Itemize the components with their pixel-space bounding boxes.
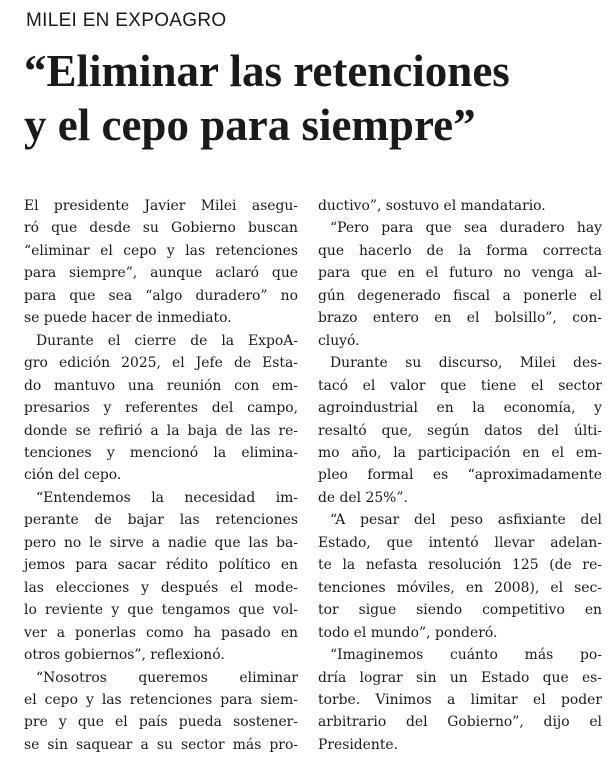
body-line: do mantuvo una reunión con em- (24, 377, 298, 394)
body-line: que hacerlo de la forma correcta (318, 242, 602, 259)
body-line: todo el mundo”, ponderó. (318, 624, 498, 641)
body-line: resaltó que, según datos del últi- (318, 422, 602, 439)
body-line: lo reviente y que tengamos que vol- (24, 602, 298, 619)
body-line: dría lograr sin un Estado que es- (318, 669, 602, 686)
headline-line: “Eliminar las retenciones (24, 46, 510, 96)
body-line: las elecciones y después el mode- (24, 579, 298, 596)
body-line: se puede hacer de inmediato. (24, 310, 232, 327)
section-kicker: MILEI EN EXPOAGRO (26, 10, 227, 31)
body-line: ró que desde su Gobierno buscan (24, 220, 298, 237)
body-line: donde se refirió a la baja de las re- (24, 422, 298, 439)
body-line: Presidente. (318, 736, 399, 753)
body-line: el cepo y las retenciones para siem- (24, 691, 298, 708)
body-line: tacó el valor que tiene el sector (318, 377, 602, 394)
body-line: perante de bajar las retenciones (24, 512, 298, 529)
body-line: “eliminar el cepo y las retenciones (24, 242, 298, 259)
body-line: pleo formal es “aproximadamente (318, 467, 602, 484)
body-line: para que en el futuro no venga al- (318, 265, 602, 282)
body-line: tor sigue siendo competitivo en (318, 602, 602, 619)
body-line: agroindustrial en la economía, y (318, 400, 602, 417)
body-line: otros gobiernos”, reflexionó. (24, 647, 225, 664)
body-line: “Imaginemos cuánto más po- (330, 647, 602, 664)
body-line: torbe. Vinimos a limitar el poder (318, 691, 602, 708)
body-line: cluyó. (318, 332, 360, 349)
body-line: jemos para sacar rédito político en (24, 557, 298, 574)
headline (24, 44, 604, 152)
body-line: tenciones y mencionó la elimina- (24, 444, 298, 461)
body-line: arbitrario del Gobierno”, dijo el (318, 714, 602, 731)
body-line: para que sea “algo duradero” no (24, 287, 298, 304)
body-line: tenciones móviles, en 2008), el sec- (318, 579, 602, 596)
headline-line: y el cepo para siempre” (24, 100, 476, 150)
body-line: Estado, que intentó llevar adelan- (318, 534, 602, 551)
body-line: gro edición 2025, el Jefe de Esta- (24, 355, 298, 372)
body-line: para siempre”, aunque aclaró que (24, 265, 298, 282)
body-line: pero no le sirve a nadie que las ba- (24, 534, 298, 551)
body-line: te la nefasta resolución 125 (de re- (318, 557, 602, 574)
body-line: de del 25%”. (318, 489, 408, 506)
body-column-right (318, 195, 602, 756)
body-line: ductivo”, sostuvo el mandatario. (318, 198, 546, 214)
body-line: mo año, la participación en el em- (318, 444, 602, 461)
body-line: “Pero para que sea duradero hay (330, 220, 602, 237)
body-line: “A pesar del peso asfixiante del (330, 512, 602, 529)
body-line: Durante el cierre de la ExpoA- (36, 332, 298, 349)
body-line: pre y que el país pueda sostener- (24, 714, 298, 731)
body-line: presarios y referentes del campo, (24, 400, 298, 417)
body-line: gún degenerado fiscal a ponerle el (318, 287, 602, 304)
body-line: “Nosotros queremos eliminar (36, 669, 298, 686)
body-column-left (24, 195, 298, 756)
body-line: El presidente Javier Milei asegu- (24, 198, 298, 214)
body-line: se sin saquear a su sector más pro- (24, 736, 298, 753)
body-line: ción del cepo. (24, 467, 122, 484)
body-line: brazo entero en el bolsillo”, con- (318, 310, 602, 327)
body-line: ver a ponerlas como ha pasado en (24, 624, 298, 641)
body-line: Durante su discurso, Milei des- (330, 355, 602, 372)
body-line: “Entendemos la necesidad im- (36, 489, 298, 506)
